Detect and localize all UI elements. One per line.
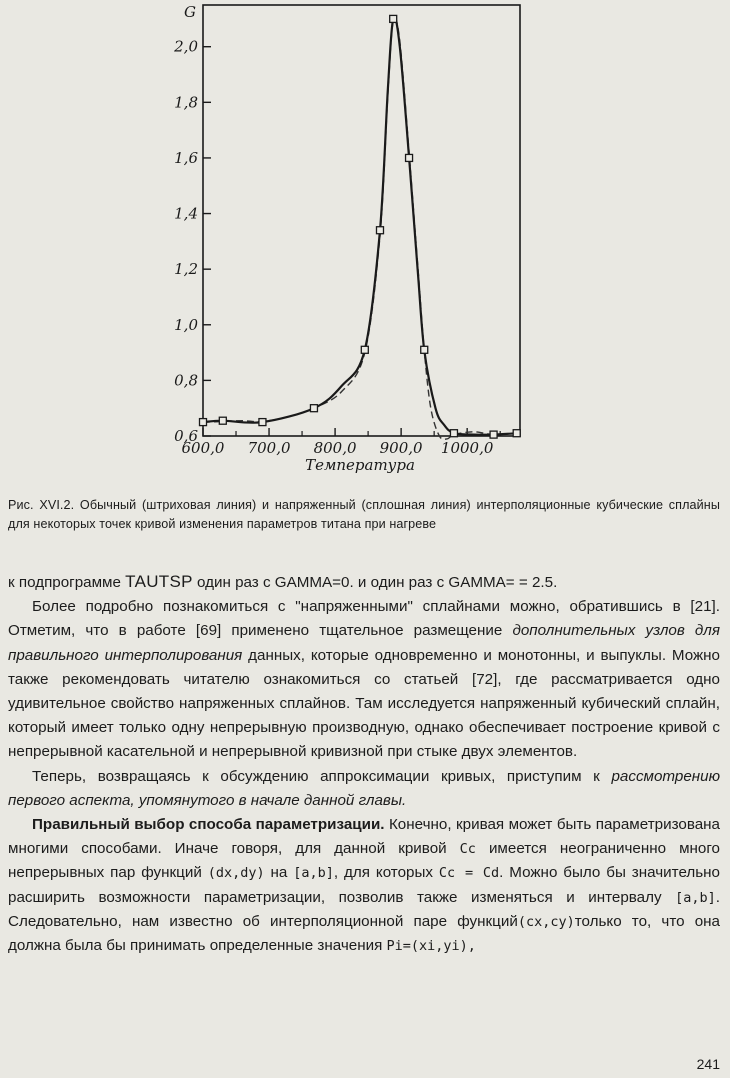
paragraph-2 xyxy=(8,595,720,764)
y-tick-label: 1,4 xyxy=(174,204,198,223)
section-heading: Правильный выбор способа параметризации. xyxy=(32,816,385,834)
paragraph-3 xyxy=(8,765,720,813)
y-tick-label: 0,8 xyxy=(174,371,198,390)
data-point-markers xyxy=(200,15,521,438)
body-text xyxy=(8,570,720,958)
p4-math-5: [a,b] xyxy=(675,889,716,906)
p1-text-a: к подпрограмме xyxy=(8,574,126,591)
plot-border xyxy=(203,5,520,436)
series-line-ordinary-dashed xyxy=(203,18,517,439)
y-tick-label: 1,8 xyxy=(174,93,198,112)
data-point-marker xyxy=(310,405,317,412)
paragraph-1 xyxy=(8,570,720,595)
p4-math-7: Pi=(xi,yi), xyxy=(386,938,476,955)
p4-text-1: Конечно, кривая может быть параметризована многими способами. Иначе говоря, для данной кривой xyxy=(8,816,720,858)
data-point-marker xyxy=(200,419,207,426)
y-axis-label: G xyxy=(184,3,196,21)
x-tick-label: 900,0 xyxy=(379,439,423,457)
page-number: 241 xyxy=(696,1056,720,1072)
p3-text-a: Теперь, возвращаясь к обсуждению аппроксимации кривых, приступим к xyxy=(32,767,612,785)
p4-math-1: Cc xyxy=(459,841,476,858)
data-point-marker xyxy=(219,417,226,424)
figure-caption: Рис. XVI.2. Обычный (штриховая линия) и напряженный (сплошная линия) интерполяционные кубические сплайны для некоторых точек кривой изменения параметров титана при нагреве xyxy=(8,498,720,531)
y-axis xyxy=(173,38,211,445)
y-tick-label: 1,6 xyxy=(174,148,198,167)
data-point-marker xyxy=(513,430,520,437)
data-point-marker xyxy=(490,431,497,438)
p4-text-2: имеется неограниченно много непрерывных пар функций xyxy=(8,840,720,882)
p4-text-5: . Можно было бы значительно расширить возможности параметризации, позволив также изменяться и интервалу xyxy=(8,864,720,906)
x-tick-label: 800,0 xyxy=(313,439,357,457)
data-point-marker xyxy=(450,430,457,437)
p3-italic: рассмотрению первого аспекта, упомянутого в начале данной главы. xyxy=(8,767,720,809)
data-point-marker xyxy=(376,227,383,234)
p1-text-c: один раз с GAMMA=0. и один раз с GAMMA= = 2.5. xyxy=(192,574,558,591)
x-axis-label: Температура xyxy=(305,456,415,474)
p4-text-6: . Следовательно, нам известно об интерполяционной паре функций xyxy=(8,888,720,930)
p4-math-4: Cc = Cd xyxy=(438,865,500,882)
p4-text-3: на xyxy=(264,864,294,882)
y-tick-label: 2,0 xyxy=(174,37,198,56)
p4-math-6: (cx,cy) xyxy=(517,913,575,930)
data-point-marker xyxy=(406,154,413,161)
x-tick-label: 1000,0 xyxy=(440,439,494,457)
p2-italic: дополнительных узлов для правильного интерполирования xyxy=(8,622,720,664)
x-tick-label: 700,0 xyxy=(247,439,291,457)
p1-subroutine-name: TAUTSP xyxy=(125,572,193,591)
y-tick-label: 1,0 xyxy=(174,315,198,334)
plot-frame xyxy=(203,5,520,436)
p4-text-4: , для которых xyxy=(333,864,439,882)
p2-text-a: Более подробно познакомиться с "напряженными" сплайнами можно, обратившись в [21]. Отметим, что в работе [69] применено тщательное размещение xyxy=(8,598,720,640)
p4-math-2: (dx,dy) xyxy=(207,865,265,882)
data-point-marker xyxy=(390,15,397,22)
y-tick-label: 0,6 xyxy=(174,427,198,445)
data-point-marker xyxy=(259,419,266,426)
series-line-tension-solid xyxy=(203,17,517,435)
p2-text-c: данных, которые одновременно и монотонны, и выпуклы. Можно также рекомендовать читателю ознакомиться со статьей [72], где рассматривается одно удивительное свойство напряженных сплайнов. Там исследуется напряженный кубический сплайн, который имеет только одну непрерывную производную, однако обеспечивает построение кривой с непрерывной касательной и непрерывной кривизной при стыке двух элементов. xyxy=(8,646,720,761)
data-point-marker xyxy=(421,346,428,353)
x-tick-label: 600,0 xyxy=(181,439,225,457)
p4-math-3: [a,b] xyxy=(293,865,334,882)
p4-text-7: только то, что она должна была бы принимать определенные значения xyxy=(8,912,720,955)
spline-chart xyxy=(150,0,540,480)
paragraph-4 xyxy=(8,813,720,958)
y-tick-label: 1,2 xyxy=(174,260,198,279)
data-point-marker xyxy=(361,346,368,353)
